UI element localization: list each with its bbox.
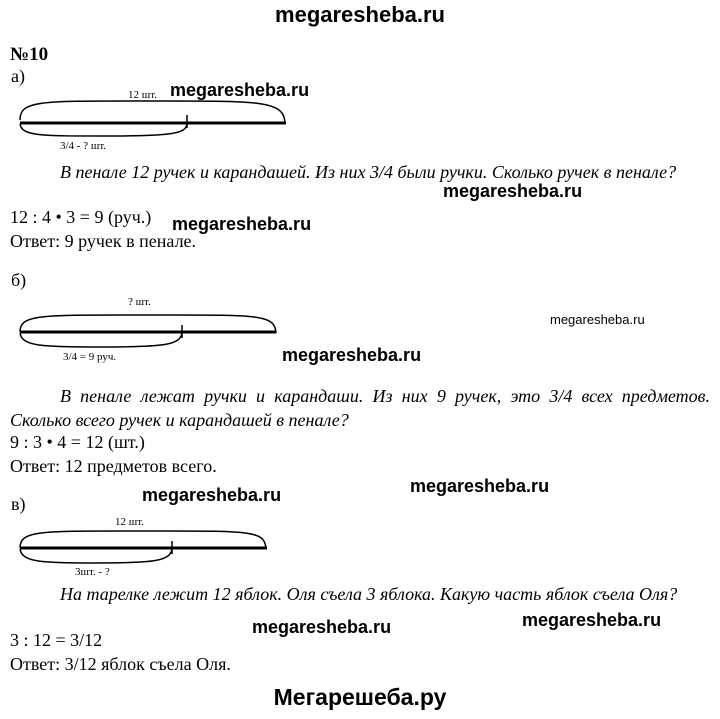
- site-header: megaresheba.ru: [275, 2, 445, 27]
- part-b-label: б): [11, 270, 27, 290]
- part-a-diagram-bottom-label: 3/4 - ? шт.: [60, 140, 107, 152]
- part-c-bottom-brace: [20, 549, 172, 563]
- part-a-label: а): [11, 66, 25, 86]
- part-a-problem: В пенале 12 ручек и карандашей. Из них 3/4 были ручки. Сколько ручек в пенале?: [60, 162, 677, 182]
- part-a-solution: 12 : 4 • 3 = 9 (руч.): [10, 207, 152, 227]
- part-c-solution: 3 : 12 = 3/12: [10, 630, 103, 650]
- watermark: megaresheba.ru: [142, 485, 282, 505]
- watermark: megaresheba.ru: [443, 181, 583, 201]
- site-footer: Мегарешеба.ру: [273, 684, 447, 710]
- watermark: megaresheba.ru: [170, 80, 310, 100]
- part-c-label: в): [11, 494, 26, 514]
- part-a-diagram-top-label: 12 шт.: [128, 89, 157, 101]
- watermark: megaresheba.ru: [522, 610, 662, 630]
- part-b-problem: В пенале лежат ручки и карандаши. Из них 9 ручек, это 3/4 всех предметов. Сколько всего ручек и карандашей в пенале?: [10, 386, 710, 430]
- part-c-answer: Ответ: 3/12 яблок съела Оля.: [10, 654, 231, 674]
- part-b-answer: Ответ: 12 предметов всего.: [10, 456, 217, 476]
- part-a-diagram: [20, 101, 286, 136]
- watermark: megaresheba.ru: [252, 617, 392, 637]
- watermark: megaresheba.ru: [172, 214, 312, 234]
- part-b-diagram: [20, 315, 276, 347]
- part-c-top-brace: [20, 531, 266, 549]
- part-c-diagram-top-label: 12 шт.: [115, 516, 144, 528]
- part-c-diagram: [20, 531, 267, 563]
- part-b-solution: 9 : 3 • 4 = 12 (шт.): [10, 432, 145, 452]
- watermark: megaresheba.ru: [410, 476, 550, 496]
- part-b-diagram-top-label: ? шт.: [128, 296, 151, 308]
- part-b-bottom-brace: [20, 333, 182, 347]
- watermark: megaresheba.ru: [282, 345, 422, 365]
- part-c-diagram-bottom-label: 3шт. - ?: [75, 566, 110, 578]
- part-a-answer: Ответ: 9 ручек в пенале.: [10, 231, 197, 251]
- part-c-problem: На тарелке лежит 12 яблок. Оля съела 3 яблока. Какую часть яблок съела Оля?: [60, 584, 678, 604]
- part-b-top-brace: [20, 315, 276, 333]
- task-number: №10: [10, 44, 49, 65]
- part-a-top-brace: [20, 101, 285, 124]
- watermark-small: megaresheba.ru: [550, 312, 645, 327]
- part-a-bottom-brace: [20, 124, 187, 136]
- part-b-diagram-bottom-label: 3/4 = 9 руч.: [63, 351, 117, 363]
